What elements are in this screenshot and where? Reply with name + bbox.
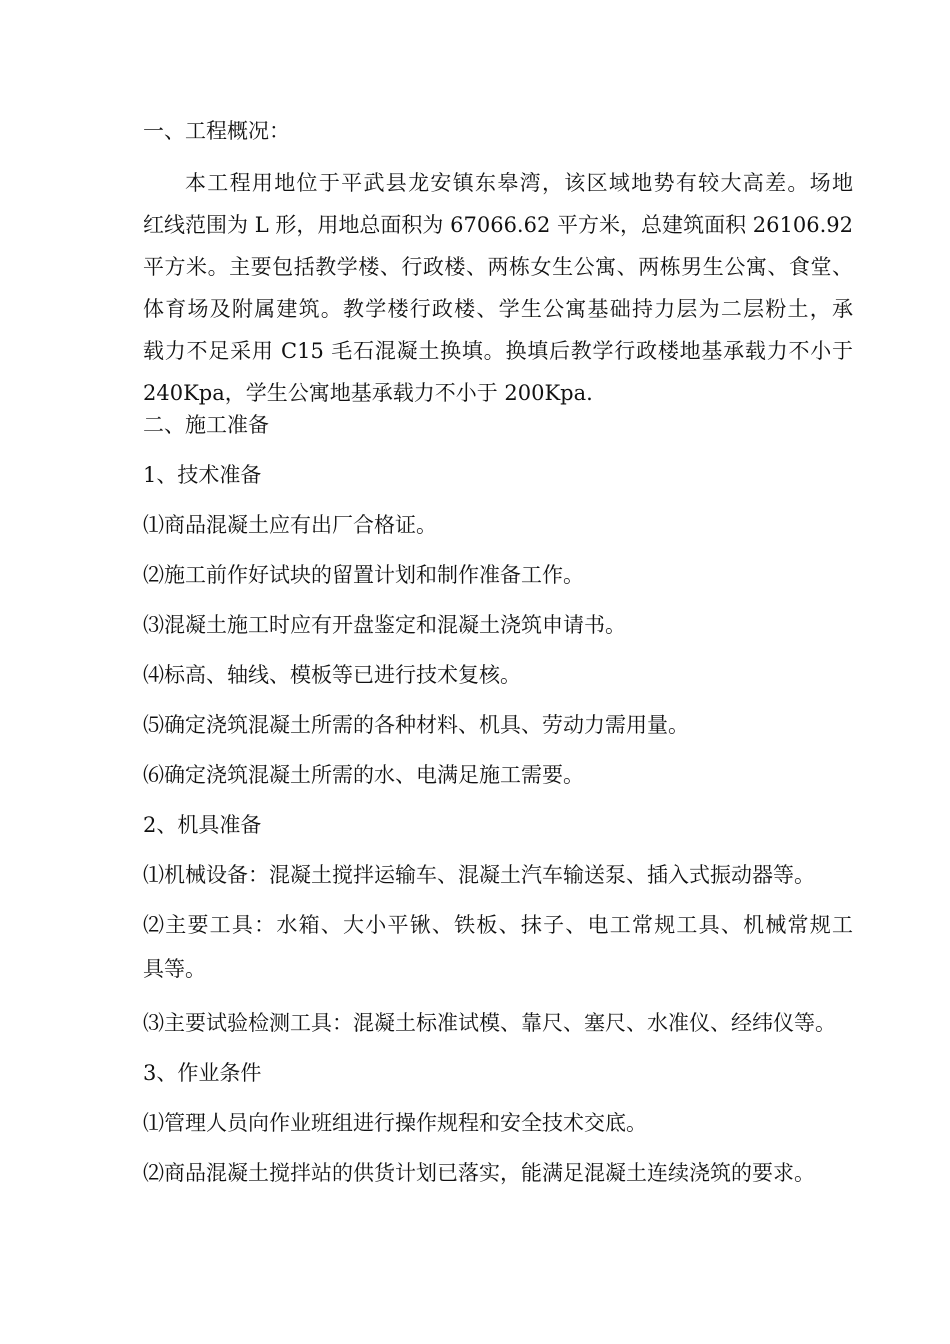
paragraph-line: 本工程用地位于平武县龙安镇东皋湾，该区域地势有较大高差。场地 bbox=[185, 171, 853, 195]
section-heading-overview: 一、工程概况： bbox=[143, 119, 290, 143]
list-item: ⑶主要试验检测工具：混凝土标准试模、靠尺、塞尺、水准仪、经纬仪等。 bbox=[143, 1011, 836, 1035]
subsection-heading-conditions: 3、作业条件 bbox=[143, 1061, 262, 1085]
paragraph-line: 240Kpa，学生公寓地基承载力不小于 200Kpa. bbox=[143, 381, 593, 405]
subsection-heading-tech: 1、技术准备 bbox=[143, 463, 262, 487]
list-item: ⑵施工前作好试块的留置计划和制作准备工作。 bbox=[143, 563, 584, 587]
list-item: ⑶混凝土施工时应有开盘鉴定和混凝土浇筑申请书。 bbox=[143, 613, 626, 637]
list-item: ⑴管理人员向作业班组进行操作规程和安全技术交底。 bbox=[143, 1111, 647, 1135]
list-item: ⑵商品混凝土搅拌站的供货计划已落实，能满足混凝土连续浇筑的要求。 bbox=[143, 1161, 815, 1185]
paragraph-line: 载力不足采用 C15 毛石混凝土换填。换填后教学行政楼地基承载力不小于 bbox=[143, 339, 853, 363]
list-item: ⑴商品混凝土应有出厂合格证。 bbox=[143, 513, 437, 537]
paragraph-line: 体育场及附属建筑。教学楼行政楼、学生公寓基础持力层为二层粉土，承 bbox=[143, 297, 853, 321]
section-heading-preparation: 二、施工准备 bbox=[143, 413, 269, 437]
list-item-continuation: 具等。 bbox=[143, 957, 206, 981]
list-item: ⑷标高、轴线、模板等已进行技术复核。 bbox=[143, 663, 521, 687]
list-item: ⑹确定浇筑混凝土所需的水、电满足施工需要。 bbox=[143, 763, 584, 787]
paragraph-line: 平方米。主要包括教学楼、行政楼、两栋女生公寓、两栋男生公寓、食堂、 bbox=[143, 255, 853, 279]
list-item: ⑵主要工具：水箱、大小平锹、铁板、抹子、电工常规工具、机械常规工 bbox=[143, 913, 853, 937]
paragraph-line: 红线范围为 L 形，用地总面积为 67066.62 平方米，总建筑面积 26106.92 bbox=[143, 213, 853, 237]
list-item: ⑸确定浇筑混凝土所需的各种材料、机具、劳动力需用量。 bbox=[143, 713, 689, 737]
list-item: ⑴机械设备：混凝土搅拌运输车、混凝土汽车输送泵、插入式振动器等。 bbox=[143, 863, 815, 887]
subsection-heading-equipment: 2、机具准备 bbox=[143, 813, 262, 837]
